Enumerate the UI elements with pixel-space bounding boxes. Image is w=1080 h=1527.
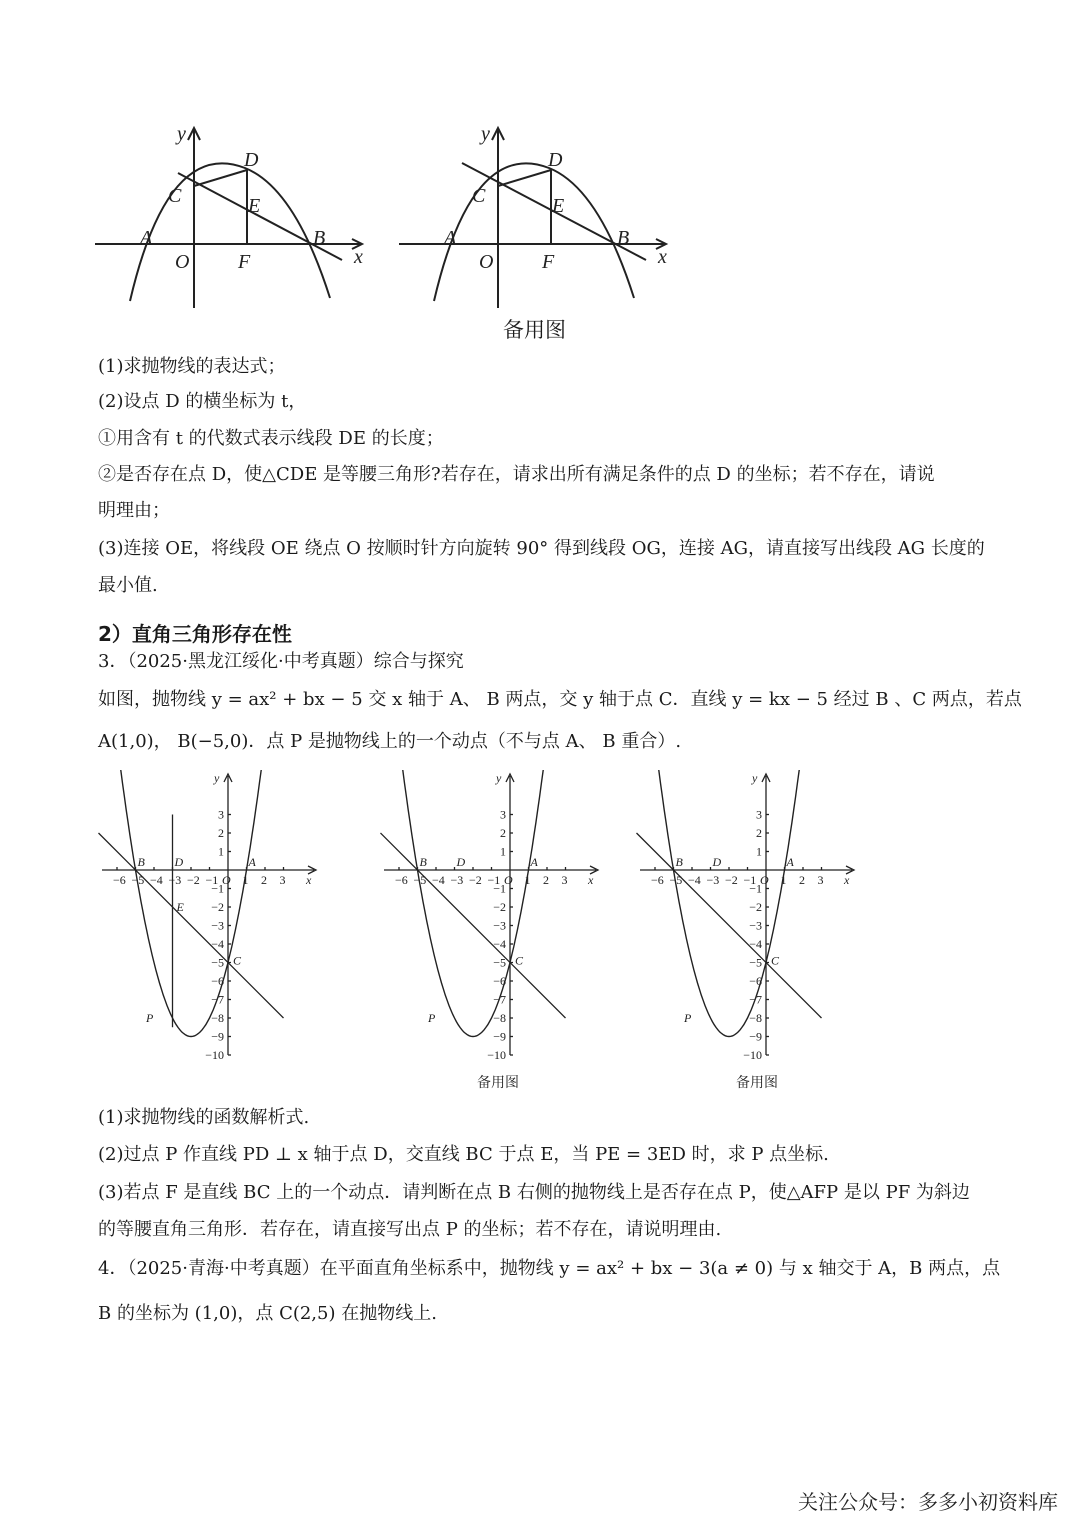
x-tick-label: O bbox=[760, 873, 769, 887]
y-tick-label: 3 bbox=[500, 807, 506, 822]
point-a-label: A bbox=[786, 855, 794, 869]
origin-label: O bbox=[175, 251, 190, 273]
point-d-label: D bbox=[548, 149, 563, 171]
y-tick-label: −10 bbox=[743, 1048, 762, 1060]
y-tick-label: −3 bbox=[493, 918, 506, 933]
x-tick-label: −6 bbox=[395, 873, 408, 887]
p3-graph-2 bbox=[376, 770, 612, 1060]
x-tick-label: −5 bbox=[669, 873, 683, 887]
point-p-label: P bbox=[146, 1011, 154, 1025]
p3-stem-1: 如图，抛物线 y = ax² + bx − 5 交 x 轴于 A、 B 两点，交 y 轴于点 C．直线 y = kx − 5 经过 B 、C 两点，若点 bbox=[98, 689, 1022, 710]
point-b-label: B bbox=[617, 227, 630, 249]
y-tick-label: 1 bbox=[500, 844, 506, 859]
p3-caption-3: 备用图 bbox=[736, 1075, 778, 1091]
y-tick-label: −7 bbox=[493, 992, 506, 1007]
p3-question-3: (3)若点 F 是直线 BC 上的一个动点．请判断在点 B 右侧的抛物线上是否存在点 P，使△AFP 是以 PF 为斜边 bbox=[98, 1182, 970, 1203]
x-tick-label: 3 bbox=[817, 873, 824, 887]
y-tick-label: −6 bbox=[211, 974, 224, 988]
x-tick-label: −3 bbox=[450, 873, 464, 887]
p2-question-2b-cont: 明理由； bbox=[98, 500, 170, 521]
point-b-label: B bbox=[419, 855, 427, 869]
x-tick-label: 1 bbox=[524, 873, 531, 887]
point-f-label: F bbox=[542, 251, 555, 273]
y-tick-label: −5 bbox=[211, 955, 224, 970]
y-tick-label: 1 bbox=[756, 844, 762, 859]
point-e-label: E bbox=[176, 900, 184, 914]
y-tick-label: −9 bbox=[211, 1029, 224, 1044]
point-a-label: A bbox=[140, 227, 153, 249]
y-axis-label: y bbox=[752, 771, 758, 785]
y-tick-label: −9 bbox=[493, 1029, 506, 1044]
y-tick-label: −8 bbox=[493, 1011, 506, 1025]
y-axis-label: y bbox=[177, 123, 186, 145]
x-tick-label: 2 bbox=[799, 873, 805, 887]
y-tick-label: −2 bbox=[749, 900, 762, 914]
x-axis-label: x bbox=[658, 246, 667, 268]
point-b-label: B bbox=[675, 855, 683, 869]
p2-question-2b: ②是否存在点 D，使△CDE 是等腰三角形?若存在，请求出所有满足条件的点 D 的坐标；若不存在，请说 bbox=[98, 464, 935, 485]
y-tick-label: −8 bbox=[211, 1011, 224, 1025]
x-tick-label: −6 bbox=[651, 873, 664, 887]
point-d-label: D bbox=[456, 855, 466, 869]
x-tick-label: −1 bbox=[743, 873, 757, 887]
point-c-label: C bbox=[515, 953, 524, 968]
y-axis-label: y bbox=[496, 771, 502, 785]
p3-stem-2: A(1,0)， B(−5,0)．点 P 是抛物线上的一个动点（不与点 A、 B 重合）. bbox=[98, 731, 682, 752]
y-tick-label: −8 bbox=[749, 1011, 762, 1025]
y-tick-label: 2 bbox=[218, 826, 224, 840]
x-tick-label: −6 bbox=[113, 873, 126, 887]
p2-question-2: (2)设点 D 的横坐标为 t， bbox=[98, 391, 307, 412]
y-tick-label: −6 bbox=[493, 974, 506, 988]
x-tick-label: −2 bbox=[187, 873, 200, 887]
point-e-label: E bbox=[248, 195, 261, 217]
x-tick-label: −4 bbox=[432, 873, 445, 887]
y-tick-label: −1 bbox=[211, 881, 224, 896]
point-c-label: C bbox=[472, 185, 486, 207]
p4-line-2: B 的坐标为 (1,0)，点 C(2,5) 在抛物线上. bbox=[98, 1303, 437, 1324]
point-d-label: D bbox=[174, 855, 184, 869]
y-tick-label: 2 bbox=[500, 826, 506, 840]
point-c-label: C bbox=[771, 953, 780, 968]
point-f-label: F bbox=[238, 251, 251, 273]
footer-note: 关注公众号：多多小初资料库 bbox=[798, 1490, 1058, 1514]
point-d-label: D bbox=[712, 855, 722, 869]
top-figure-caption: 备用图 bbox=[503, 318, 566, 342]
x-tick-label: −4 bbox=[688, 873, 701, 887]
y-tick-label: −5 bbox=[749, 955, 762, 970]
section-heading: 2）直角三角形存在性 bbox=[98, 622, 292, 646]
x-tick-label: 3 bbox=[561, 873, 568, 887]
y-tick-label: 1 bbox=[218, 844, 224, 859]
p3-question-2: (2)过点 P 作直线 PD ⊥ x 轴于点 D，交直线 BC 于点 E，当 PE = 3ED 时，求 P 点坐标. bbox=[98, 1144, 829, 1165]
p2-question-3: (3)连接 OE，将线段 OE 绕点 O 按顺时针方向旋转 90° 得到线段 OG，连接 AG，请直接写出线段 AG 长度的 bbox=[98, 538, 985, 559]
p3-graph-3 bbox=[632, 770, 868, 1060]
point-a-label: A bbox=[530, 855, 538, 869]
y-axis-label: y bbox=[214, 771, 220, 785]
x-tick-label: 2 bbox=[261, 873, 267, 887]
point-a-label: A bbox=[248, 855, 256, 869]
x-tick-label: 2 bbox=[543, 873, 549, 887]
x-tick-label: O bbox=[222, 873, 231, 887]
p2-question-2a: ①用含有 t 的代数式表示线段 DE 的长度； bbox=[98, 428, 444, 449]
top-figure-main bbox=[90, 118, 380, 318]
y-tick-label: −10 bbox=[205, 1048, 224, 1060]
x-tick-label: 1 bbox=[780, 873, 787, 887]
y-tick-label: 3 bbox=[756, 807, 762, 822]
y-tick-label: −5 bbox=[493, 955, 506, 970]
y-tick-label: −1 bbox=[749, 881, 762, 896]
parabola bbox=[119, 770, 263, 1037]
x-axis-label: x bbox=[844, 873, 850, 887]
y-tick-label: 3 bbox=[218, 807, 224, 822]
y-tick-label: −4 bbox=[749, 937, 762, 951]
p3-caption-2: 备用图 bbox=[477, 1075, 519, 1091]
y-tick-label: −9 bbox=[749, 1029, 762, 1044]
y-tick-label: −6 bbox=[749, 974, 762, 988]
p4-line-1: 4．（2025·青海·中考真题）在平面直角坐标系中，抛物线 y = ax² + bx − 3(a ≠ 0) 与 x 轴交于 A，B 两点，点 bbox=[98, 1258, 1001, 1279]
point-p-label: P bbox=[684, 1011, 692, 1025]
x-tick-label: −5 bbox=[131, 873, 145, 887]
parabola bbox=[657, 770, 801, 1037]
x-tick-label: −3 bbox=[168, 873, 182, 887]
point-c-label: C bbox=[233, 953, 242, 968]
x-tick-label: O bbox=[504, 873, 513, 887]
y-tick-label: −10 bbox=[487, 1048, 506, 1060]
point-c-label: C bbox=[168, 185, 182, 207]
x-axis-label: x bbox=[588, 873, 594, 887]
point-a-label: A bbox=[444, 227, 457, 249]
p2-question-1: (1)求抛物线的表达式； bbox=[98, 356, 286, 377]
point-b-label: B bbox=[137, 855, 145, 869]
point-b-label: B bbox=[313, 227, 326, 249]
p3-question-1: (1)求抛物线的函数解析式. bbox=[98, 1107, 310, 1128]
y-tick-label: −3 bbox=[211, 918, 224, 933]
x-tick-label: 3 bbox=[279, 873, 286, 887]
x-tick-label: −1 bbox=[205, 873, 219, 887]
y-tick-label: −3 bbox=[749, 918, 762, 933]
x-tick-label: −4 bbox=[150, 873, 163, 887]
y-tick-label: −7 bbox=[749, 992, 762, 1007]
top-figure-backup bbox=[394, 118, 684, 318]
x-axis-label: x bbox=[354, 246, 363, 268]
parabola bbox=[401, 770, 545, 1037]
y-tick-label: −2 bbox=[493, 900, 506, 914]
point-d-label: D bbox=[244, 149, 259, 171]
y-tick-label: −2 bbox=[211, 900, 224, 914]
p3-graph-1 bbox=[94, 770, 330, 1060]
p3-question-3-cont: 的等腰直角三角形．若存在，请直接写出点 P 的坐标；若不存在，请说明理由. bbox=[98, 1219, 722, 1240]
y-tick-label: 2 bbox=[756, 826, 762, 840]
x-tick-label: −1 bbox=[487, 873, 501, 887]
y-tick-label: −4 bbox=[211, 937, 224, 951]
y-tick-label: −1 bbox=[493, 881, 506, 896]
x-axis-label: x bbox=[306, 873, 312, 887]
y-axis-label: y bbox=[481, 123, 490, 145]
x-tick-label: 1 bbox=[242, 873, 249, 887]
point-e-label: E bbox=[552, 195, 565, 217]
p2-question-3-cont: 最小值. bbox=[98, 575, 158, 596]
y-tick-label: −7 bbox=[211, 992, 224, 1007]
x-tick-label: −5 bbox=[413, 873, 427, 887]
p3-title: 3．（2025·黑龙江绥化·中考真题）综合与探究 bbox=[98, 651, 464, 672]
y-tick-label: −4 bbox=[493, 937, 506, 951]
x-tick-label: −2 bbox=[469, 873, 482, 887]
x-tick-label: −2 bbox=[725, 873, 738, 887]
point-p-label: P bbox=[428, 1011, 436, 1025]
x-tick-label: −3 bbox=[706, 873, 720, 887]
origin-label: O bbox=[479, 251, 494, 273]
